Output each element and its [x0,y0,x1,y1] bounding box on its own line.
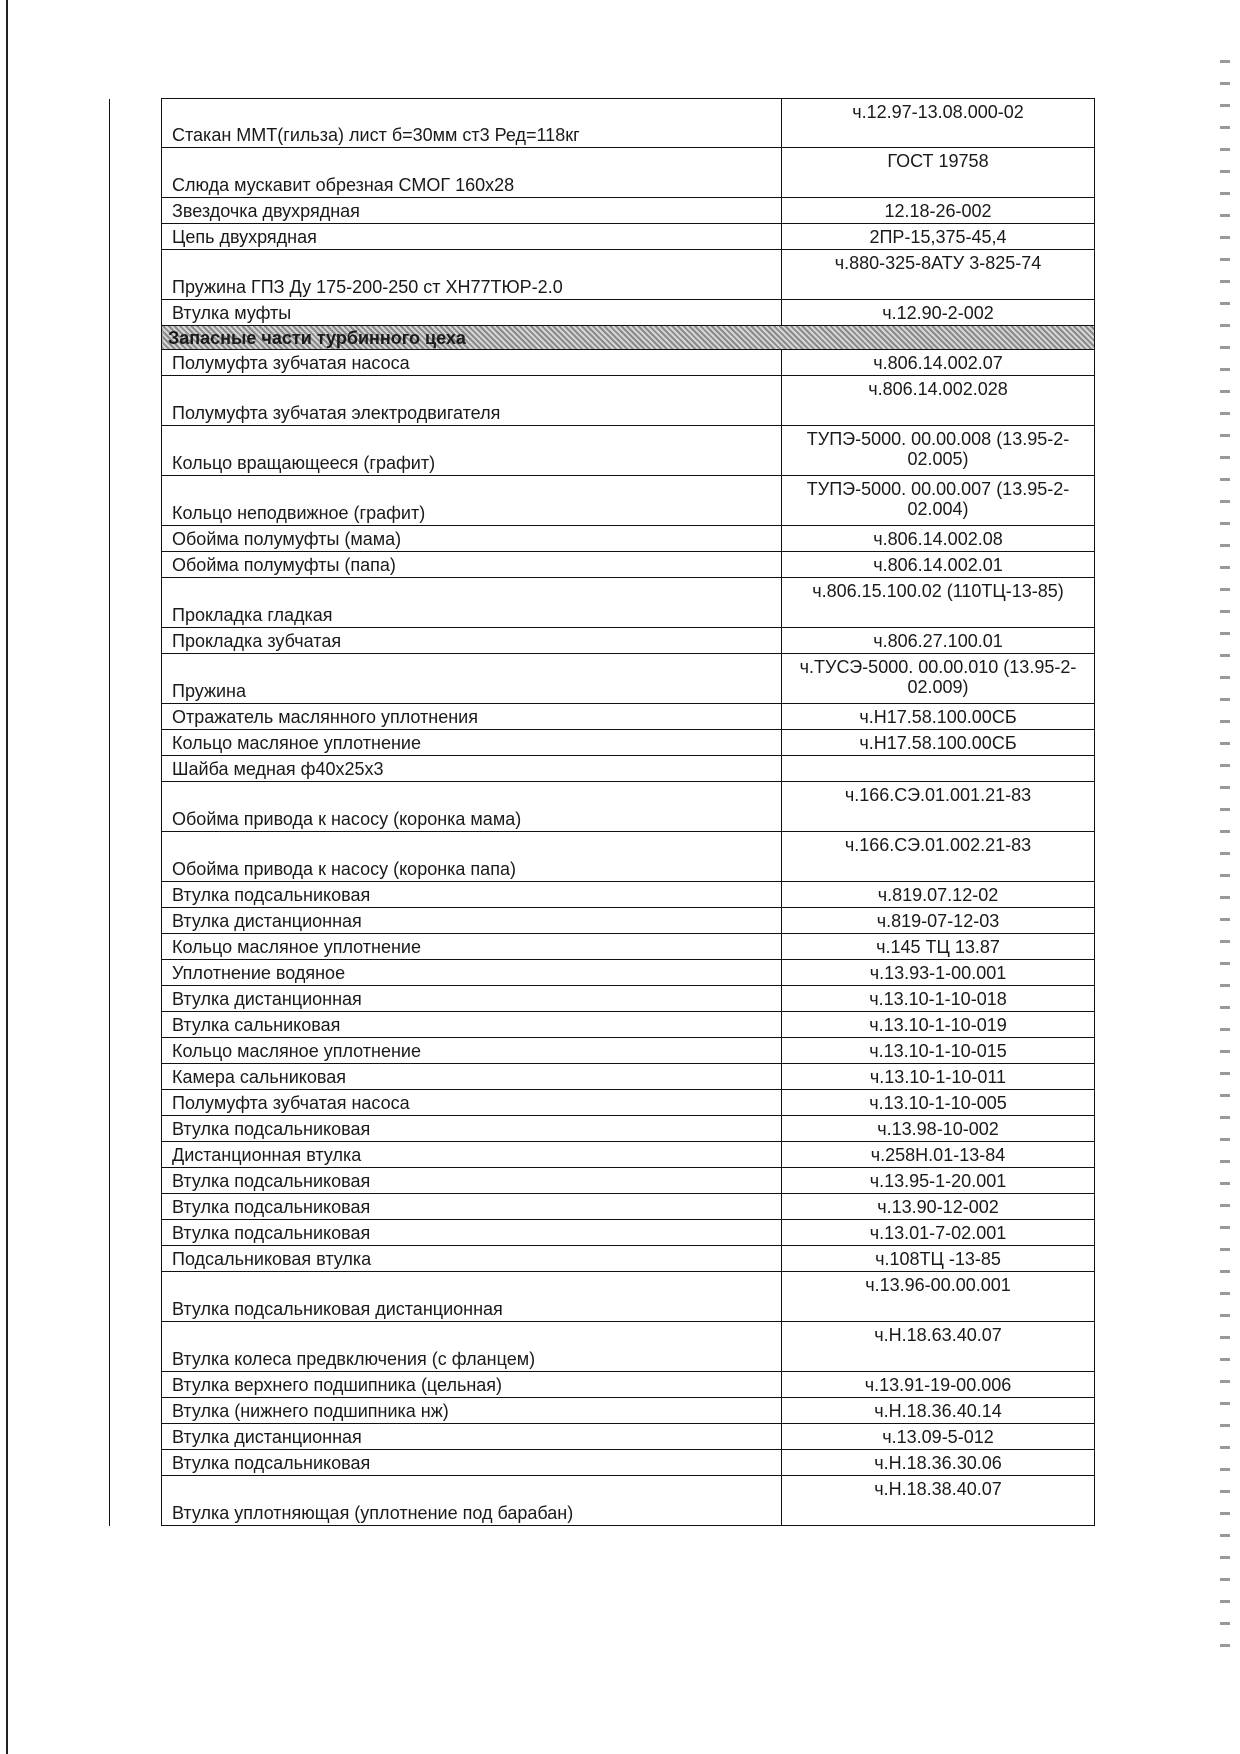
margin-cell [110,376,162,426]
margin-cell [110,250,162,300]
spare-parts-table [109,98,1095,1526]
part-name-cell: Стакан ММТ(гильза) лист б=30мм ст3 Ред=118кг [162,99,782,148]
part-name-cell: Прокладка гладкая [162,578,782,628]
part-code-cell: ч.806.27.100.01 [782,628,1095,654]
part-name-cell: Обойма привода к насосу (коронка папа) [162,832,782,882]
margin-cell [110,986,162,1012]
margin-cell [110,1398,162,1424]
margin-cell [110,1012,162,1038]
scan-right-edge-marks [1220,60,1230,1660]
part-code-cell: ч.13.90-12-002 [782,1194,1095,1220]
part-name-cell: Полумуфта зубчатая насоса [162,350,782,376]
part-name-cell: Втулка подсальниковая [162,1220,782,1246]
margin-cell [110,148,162,198]
margin-cell [110,326,162,350]
table-row [110,198,1095,224]
table-row [110,1116,1095,1142]
section-header-row [110,326,1095,350]
part-code-cell: ч.Н.18.36.30.06 [782,1450,1095,1476]
part-name-cell: Втулка подсальниковая [162,1194,782,1220]
margin-cell [110,1090,162,1116]
table-row [110,1246,1095,1272]
part-name-cell: Шайба медная ф40х25х3 [162,756,782,782]
part-code-cell: ч.806.14.002.01 [782,552,1095,578]
margin-cell [110,628,162,654]
table-row [110,1194,1095,1220]
table-row [110,1322,1095,1372]
part-code-cell: ч.13.10-1-10-005 [782,1090,1095,1116]
part-code-cell: ч.806.14.002.07 [782,350,1095,376]
table-row [110,756,1095,782]
margin-cell [110,1168,162,1194]
margin-cell [110,552,162,578]
part-code-cell: ч.108ТЦ -13-85 [782,1246,1095,1272]
part-name-cell: Кольцо вращающееся (графит) [162,426,782,476]
part-name-cell: Втулка подсальниковая [162,1168,782,1194]
part-name-cell: Втулка подсальниковая дистанционная [162,1272,782,1322]
part-code-cell: ч.166.СЭ.01.002.21-83 [782,832,1095,882]
part-name-cell: Пружина ГПЗ Ду 175-200-250 ст ХН77ТЮР-2.0 [162,250,782,300]
part-name-cell: Полумуфта зубчатая насоса [162,1090,782,1116]
part-name-cell: Слюда мускавит обрезная СМОГ 160х28 [162,148,782,198]
table-row [110,1168,1095,1194]
margin-cell [110,1142,162,1168]
margin-cell [110,1246,162,1272]
part-name-cell: Втулка (нижнего подшипника нж) [162,1398,782,1424]
margin-cell [110,1424,162,1450]
table-row [110,1398,1095,1424]
part-code-cell: ч.819.07.12-02 [782,882,1095,908]
margin-cell [110,960,162,986]
table-row [110,1424,1095,1450]
table-row [110,578,1095,628]
margin-cell [110,526,162,552]
part-code-cell: ч.12.90-2-002 [782,300,1095,326]
table-row [110,376,1095,426]
margin-cell [110,908,162,934]
part-name-cell: Камера сальниковая [162,1064,782,1090]
margin-cell [110,1064,162,1090]
margin-cell [110,832,162,882]
table-row [110,1450,1095,1476]
table-row [110,832,1095,882]
margin-cell [110,300,162,326]
part-name-cell: Втулка подсальниковая [162,1450,782,1476]
part-code-cell: ч.13.98-10-002 [782,1116,1095,1142]
part-name-cell: Прокладка зубчатая [162,628,782,654]
margin-cell [110,198,162,224]
margin-cell [110,1450,162,1476]
part-code-cell: ч.13.10-1-10-015 [782,1038,1095,1064]
margin-cell [110,882,162,908]
part-name-cell: Дистанционная втулка [162,1142,782,1168]
part-name-cell: Цепь двухрядная [162,224,782,250]
part-name-cell: Подсальниковая втулка [162,1246,782,1272]
part-code-cell: ч.13.96-00.00.001 [782,1272,1095,1322]
part-name-cell: Кольцо масляное уплотнение [162,1038,782,1064]
table-row [110,1476,1095,1526]
table-row [110,654,1095,704]
section-title: Запасные части турбинного цеха [162,326,1095,350]
part-code-cell: 12.18-26-002 [782,198,1095,224]
part-name-cell: Полумуфта зубчатая электродвигателя [162,376,782,426]
part-code-cell: ч.13.10-1-10-011 [782,1064,1095,1090]
margin-cell [110,1194,162,1220]
margin-cell [110,654,162,704]
part-code-cell: ч.Н.18.36.40.14 [782,1398,1095,1424]
table-row [110,1142,1095,1168]
table-row [110,1220,1095,1246]
table-row [110,782,1095,832]
table-row [110,148,1095,198]
part-code-cell [782,756,1095,782]
table-row [110,1090,1095,1116]
part-code-cell: ч.806.14.002.028 [782,376,1095,426]
table-row [110,526,1095,552]
margin-cell [110,1038,162,1064]
part-code-cell: ч.Н17.58.100.00СБ [782,730,1095,756]
margin-cell [110,350,162,376]
part-code-cell: ч.Н.18.38.40.07 [782,1476,1095,1526]
table-row [110,730,1095,756]
table-row [110,1038,1095,1064]
table-row [110,1012,1095,1038]
part-code-cell: ч.Н.18.63.40.07 [782,1322,1095,1372]
part-name-cell: Втулка муфты [162,300,782,326]
part-name-cell: Втулка дистанционная [162,1424,782,1450]
part-name-cell: Кольцо неподвижное (графит) [162,476,782,526]
part-code-cell: ч.ТУСЭ-5000. 00.00.010 (13.95-2-02.009) [782,654,1095,704]
part-code-cell: 2ПР-15,375-45,4 [782,224,1095,250]
part-name-cell: Уплотнение водяное [162,960,782,986]
part-name-cell: Кольцо масляное уплотнение [162,934,782,960]
spare-parts-table-body [110,99,1095,1526]
part-code-cell: ч.13.09-5-012 [782,1424,1095,1450]
table-row [110,960,1095,986]
margin-cell [110,730,162,756]
table-row [110,250,1095,300]
margin-cell [110,426,162,476]
part-name-cell: Втулка уплотняющая (уплотнение под барабан) [162,1476,782,1526]
part-code-cell: ч.13.01-7-02.001 [782,1220,1095,1246]
part-code-cell: ч.Н17.58.100.00СБ [782,704,1095,730]
table-row [110,1372,1095,1398]
part-code-cell: ч.13.10-1-10-019 [782,1012,1095,1038]
part-name-cell: Обойма привода к насосу (коронка мама) [162,782,782,832]
margin-cell [110,934,162,960]
part-code-cell: ч.166.СЭ.01.001.21-83 [782,782,1095,832]
margin-cell [110,704,162,730]
part-code-cell: ч.13.93-1-00.001 [782,960,1095,986]
table-row [110,1272,1095,1322]
table-row [110,704,1095,730]
part-name-cell: Отражатель маслянного уплотнения [162,704,782,730]
part-name-cell: Звездочка двухрядная [162,198,782,224]
part-code-cell: ГОСТ 19758 [782,148,1095,198]
table-row [110,476,1095,526]
margin-cell [110,224,162,250]
part-name-cell: Пружина [162,654,782,704]
table-row [110,300,1095,326]
margin-cell [110,782,162,832]
part-code-cell: ТУПЭ-5000. 00.00.008 (13.95-2-02.005) [782,426,1095,476]
part-name-cell: Втулка дистанционная [162,908,782,934]
table-row [110,552,1095,578]
part-name-cell: Втулка верхнего подшипника (цельная) [162,1372,782,1398]
scan-left-edge [0,0,8,1754]
part-code-cell: ТУПЭ-5000. 00.00.007 (13.95-2-02.004) [782,476,1095,526]
margin-cell [110,1116,162,1142]
table-row [110,426,1095,476]
part-name-cell: Втулка подсальниковая [162,882,782,908]
part-code-cell: ч.880-325-8АТУ 3-825-74 [782,250,1095,300]
part-code-cell: ч.258Н.01-13-84 [782,1142,1095,1168]
table-row [110,882,1095,908]
part-code-cell: ч.145 ТЦ 13.87 [782,934,1095,960]
margin-cell [110,756,162,782]
margin-cell [110,99,162,148]
part-code-cell: ч.13.91-19-00.006 [782,1372,1095,1398]
table-row [110,934,1095,960]
table-row [110,986,1095,1012]
margin-cell [110,1272,162,1322]
part-name-cell: Обойма полумуфты (мама) [162,526,782,552]
margin-cell [110,1476,162,1526]
part-name-cell: Втулка дистанционная [162,986,782,1012]
margin-cell [110,578,162,628]
margin-cell [110,1322,162,1372]
margin-cell [110,1220,162,1246]
part-code-cell: ч.806.14.002.08 [782,526,1095,552]
part-name-cell: Кольцо масляное уплотнение [162,730,782,756]
part-name-cell: Втулка подсальниковая [162,1116,782,1142]
part-code-cell: ч.13.95-1-20.001 [782,1168,1095,1194]
table-row [110,350,1095,376]
margin-cell [110,1372,162,1398]
table-row [110,1064,1095,1090]
table-row [110,99,1095,148]
table-row [110,908,1095,934]
part-name-cell: Втулка сальниковая [162,1012,782,1038]
part-name-cell: Втулка колеса предвключения (с фланцем) [162,1322,782,1372]
part-code-cell: ч.12.97-13.08.000-02 [782,99,1095,148]
table-row [110,628,1095,654]
part-name-cell: Обойма полумуфты (папа) [162,552,782,578]
margin-cell [110,476,162,526]
part-code-cell: ч.819-07-12-03 [782,908,1095,934]
part-code-cell: ч.806.15.100.02 (110ТЦ-13-85) [782,578,1095,628]
part-code-cell: ч.13.10-1-10-018 [782,986,1095,1012]
table-row [110,224,1095,250]
